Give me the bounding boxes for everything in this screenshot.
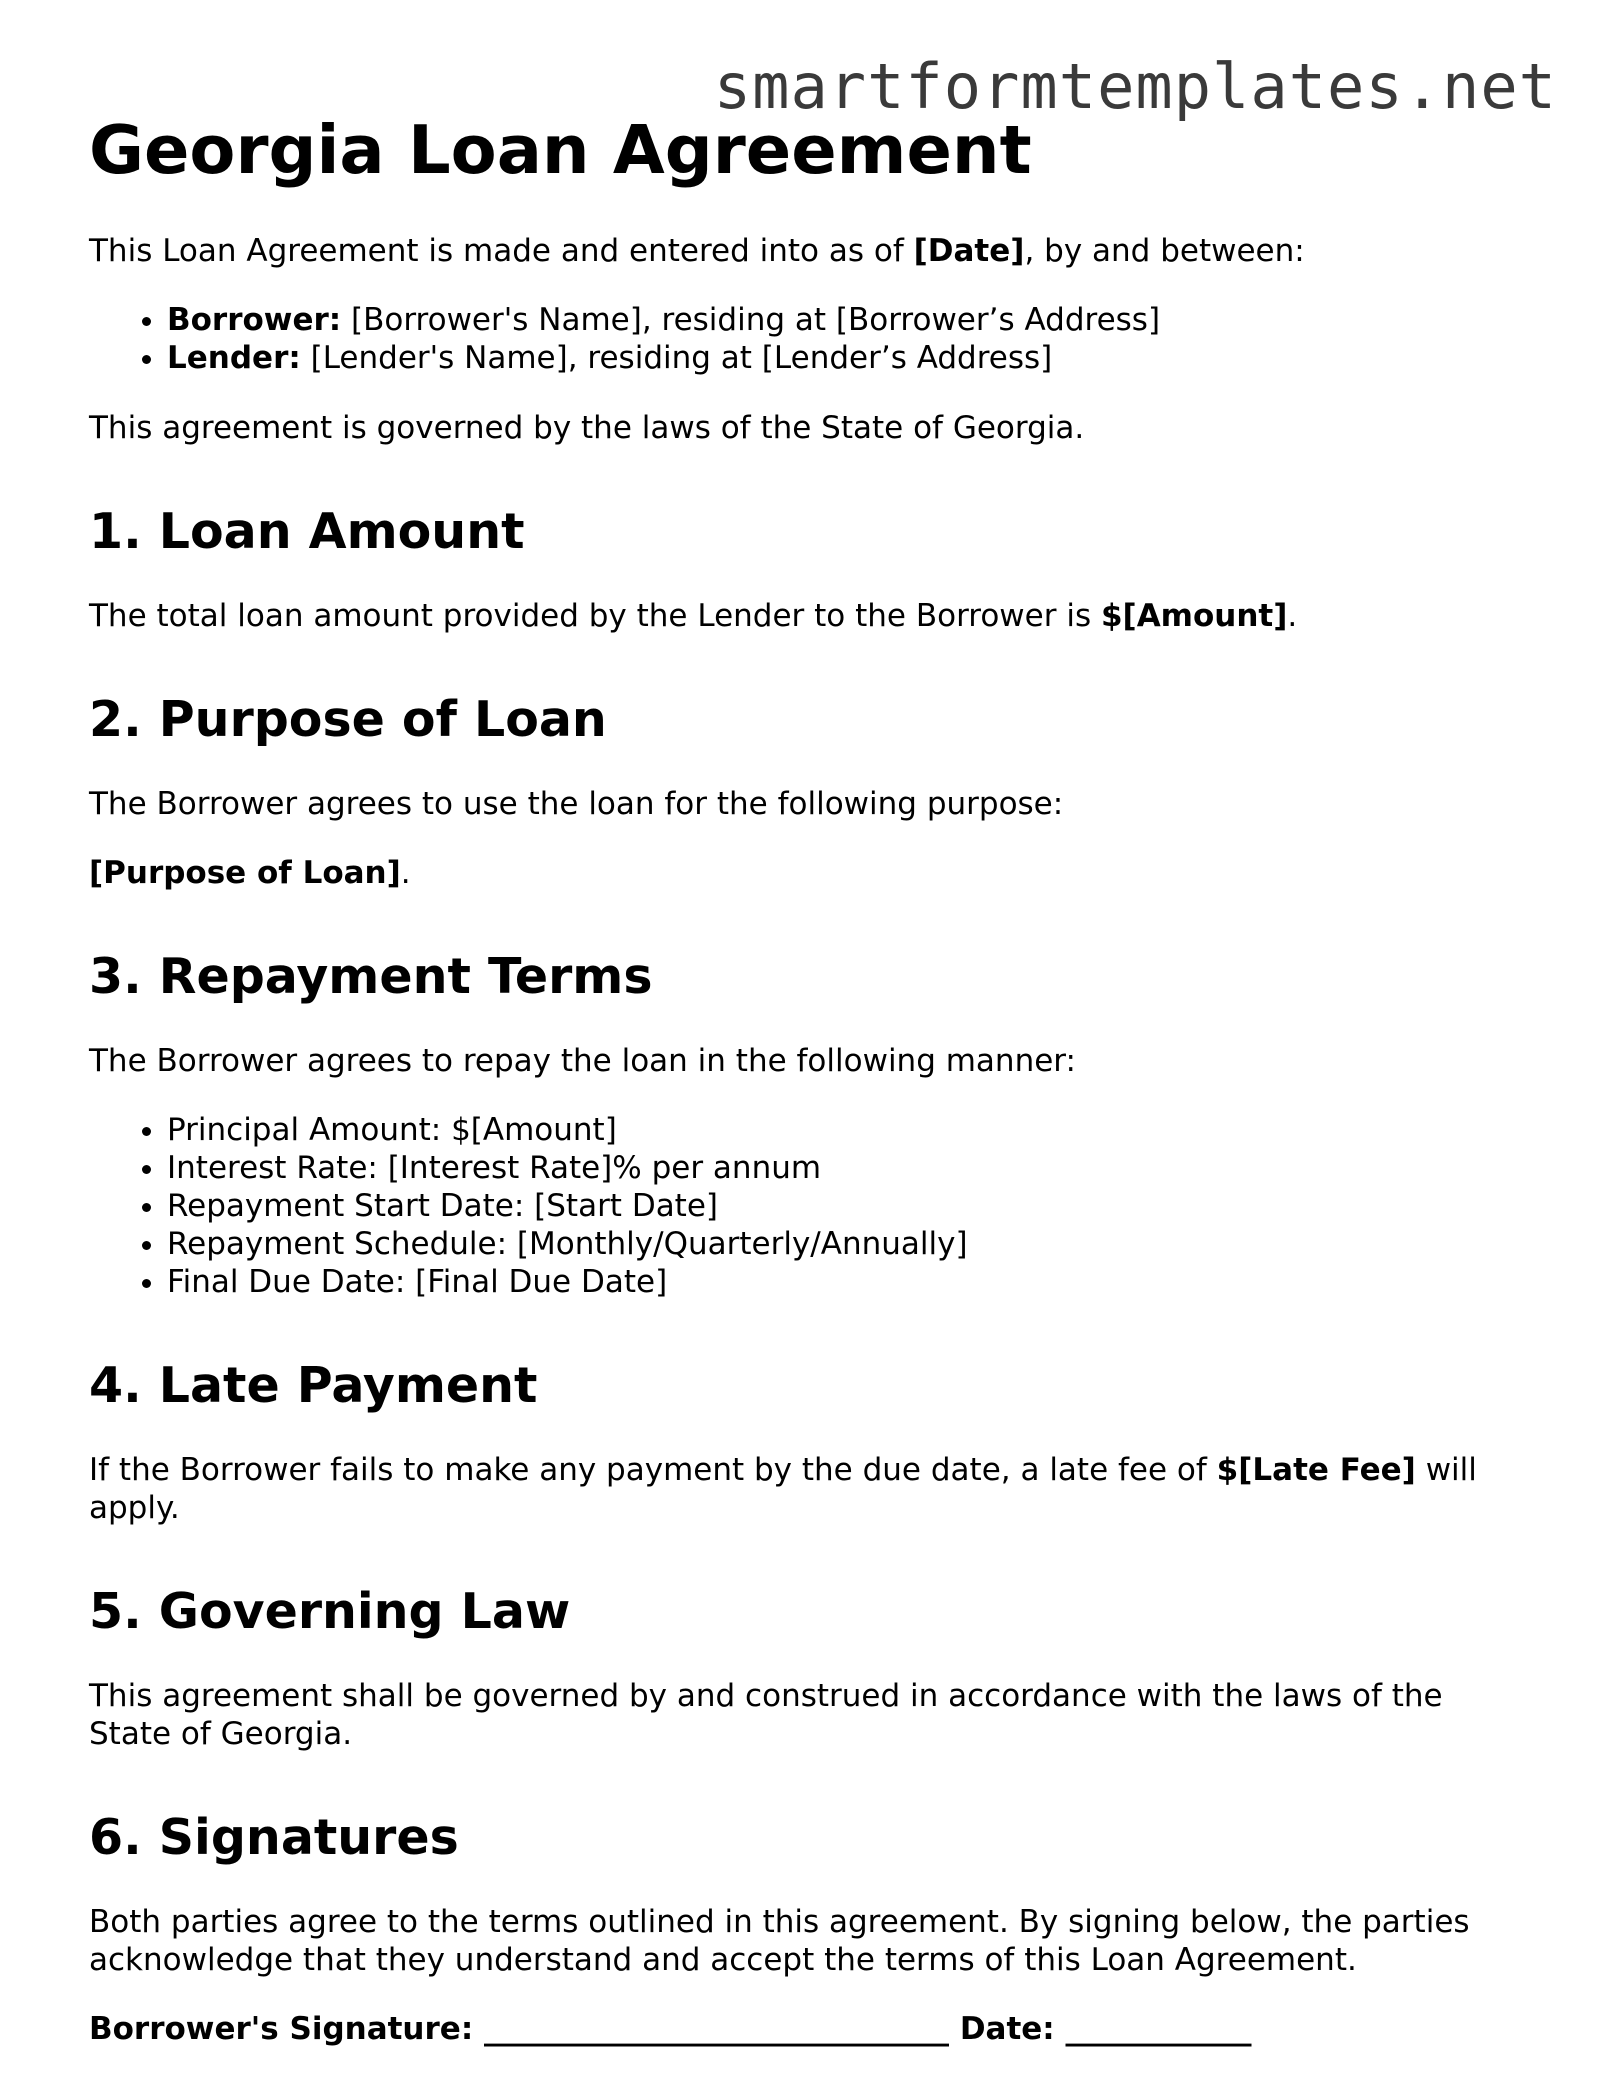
borrower-signature-line	[89, 2010, 1529, 2048]
list-item: • Interest Rate: [Interest Rate]% per annum	[167, 1149, 1529, 1187]
late-payment-prefix: If the Borrower fails to make any payment by the due date, a late fee of	[89, 1452, 1217, 1488]
repayment-terms-list	[89, 1111, 1529, 1301]
section-heading-loan-amount: 1. Loan Amount	[89, 503, 525, 560]
signature-date-field[interactable]: ____________	[1065, 2011, 1252, 2047]
party-text: [Borrower's Name], residing at [Borrower’s Address]	[341, 302, 1161, 338]
watermark-text: smartformtemplates.net	[713, 50, 1557, 123]
loan-amount-paragraph	[89, 597, 1529, 635]
governed-note: This agreement is governed by the laws of the State of Georgia.	[89, 410, 1085, 446]
signatures-paragraph: Both parties agree to the terms outlined in this agreement. By signing below, the parties acknowledge that they understand and accept the terms of this Loan Agreement.	[89, 1904, 1470, 1978]
parties-list	[89, 301, 1529, 377]
section-heading-signatures: 6. Signatures	[89, 1809, 459, 1866]
section-heading-purpose: 2. Purpose of Loan	[89, 691, 607, 748]
intro-date: [Date]	[913, 233, 1025, 269]
late-payment-suffix: will apply.	[89, 1452, 1477, 1526]
signature-date-label: Date:	[959, 2011, 1055, 2047]
late-payment-paragraph	[89, 1451, 1529, 1527]
borrower-signature-label: Borrower's Signature:	[89, 2011, 474, 2047]
loan-amount-suffix: .	[1287, 598, 1298, 634]
purpose-suffix: .	[400, 855, 411, 891]
intro-paragraph	[89, 232, 1529, 270]
purpose-paragraph: The Borrower agrees to use the loan for the following purpose:	[89, 786, 1064, 822]
loan-amount-prefix: The total loan amount provided by the Lender to the Borrower is	[89, 598, 1101, 634]
list-item: • Final Due Date: [Final Due Date]	[167, 1263, 1529, 1301]
party-label: Lender:	[167, 340, 301, 376]
list-item	[167, 301, 1529, 339]
section-heading-governing-law: 5. Governing Law	[89, 1583, 571, 1640]
list-item	[167, 339, 1529, 377]
list-item: • Repayment Schedule: [Monthly/Quarterly/Annually]	[167, 1225, 1529, 1263]
list-item: • Repayment Start Date: [Start Date]	[167, 1187, 1529, 1225]
document-body	[89, 110, 1529, 2048]
governing-law-paragraph: This agreement shall be governed by and construed in accordance with the laws of the State of Georgia.	[89, 1678, 1443, 1752]
purpose-value-paragraph	[89, 854, 1529, 892]
loan-amount-value: $[Amount]	[1100, 598, 1288, 634]
section-heading-late-payment: 4. Late Payment	[89, 1357, 538, 1414]
section-heading-repayment: 3. Repayment Terms	[89, 948, 653, 1005]
borrower-signature-field[interactable]: ______________________________	[484, 2011, 950, 2047]
party-label: Borrower:	[167, 302, 342, 338]
page-title: Georgia Loan Agreement	[89, 111, 1032, 189]
list-item: • Principal Amount: $[Amount]	[167, 1111, 1529, 1149]
repayment-paragraph: The Borrower agrees to repay the loan in the following manner:	[89, 1043, 1076, 1079]
intro-suffix: , by and between:	[1024, 233, 1305, 269]
late-fee-value: $[Late Fee]	[1216, 1452, 1416, 1488]
purpose-value: [Purpose of Loan]	[89, 855, 401, 891]
party-text: [Lender's Name], residing at [Lender’s Address]	[300, 340, 1053, 376]
intro-prefix: This Loan Agreement is made and entered into as of	[89, 233, 914, 269]
